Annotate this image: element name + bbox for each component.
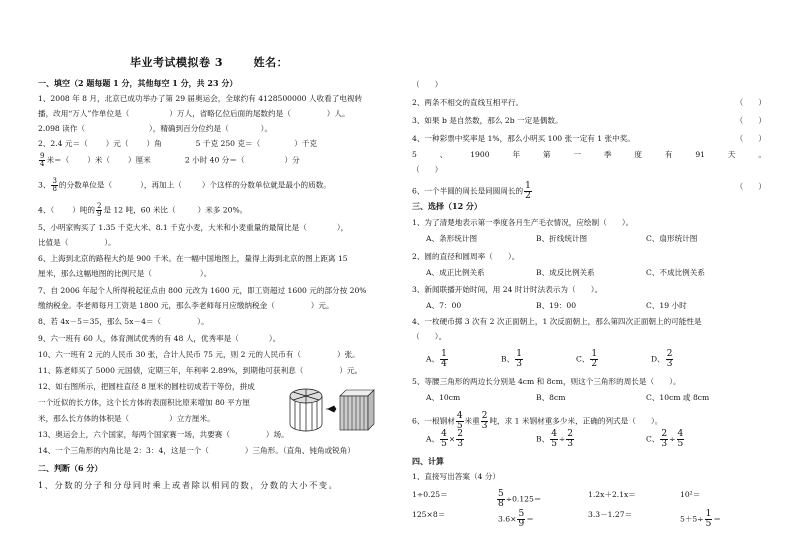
page-title bbox=[130, 54, 288, 70]
name-label: 姓名： bbox=[253, 56, 289, 69]
c5-options: A、10cm B、8cm C、10cm 或 8cm bbox=[426, 393, 710, 402]
q12-line2: 一个近似的长方体，这个长方体的表面积比原来增加 80 平方厘 bbox=[38, 398, 250, 407]
q2-fraction: $\frac{9}{4}$ bbox=[40, 152, 45, 168]
j5-line: 5 、 1900 年 第 一 季 度 有 91 天 。 bbox=[412, 150, 766, 159]
k1-heading: 1、直接写出答案（4 分） bbox=[412, 472, 501, 481]
c6-question: 6、一根钢材 $\frac{4}{5}$ 米重 $\frac{2}{3}$ 吨，求 1 米钢材重多少米，正确的列式是（ ）。 bbox=[412, 411, 663, 431]
c1-question: 1、为了清楚地表示第一季度各月生产毛衣情况，应绘制（ ）。 bbox=[412, 218, 634, 227]
q10-line: 10、六一班有 2 元的人民币 30 张，合计人民币 75 元，则 2 元的人民币有（ ）张。 bbox=[38, 350, 360, 359]
c2-options: A、成正比例关系 B、成反比例关系 C、不成比例关系 bbox=[426, 268, 705, 277]
c4-options: A、 $\frac{1}{4}$ B、 $\frac{1}{3}$ C、 $\frac{1}{2}$ D、 $\frac{2}{3}$ bbox=[426, 349, 673, 369]
q13-line: 13、奥运会上，六个国家，每两个国家赛一场，共要赛（ ）场。 bbox=[38, 430, 289, 439]
q1-line3: 2.098 读作（ ），精确到百分位约是（ ）。 bbox=[38, 124, 273, 133]
section-choice: 三、选择（12 分） bbox=[412, 201, 482, 211]
q2-line2: $\frac{9}{4}$ 米＝（ ）米（ ）厘米 2 小时 40 分＝（ ）分 bbox=[40, 152, 300, 168]
section-calculation: 四、计算 bbox=[412, 456, 444, 466]
j4-line: 4、一种彩票中奖率是 1%，那么小明买 100 张一定有 1 张中奖。 （ ） bbox=[412, 134, 766, 143]
j2-line: 2、两条不相交的直线互相平行。 （ ） bbox=[412, 98, 766, 107]
q12-line3: 米，那么长方体的体积是（ ）立方厘米。 bbox=[38, 414, 215, 423]
exam-page: 毕业考试模拟卷 3 姓名： 一、填空（2 题每题 1 分，其他每空 1 分，共 23 分） 1、2008 年 8 月，北京已成功举办了第 29 届奥运会，全球约有 4128500000 人收看了电视转 播，改用“万人”作单位是（ ）万人，省略亿位后面的尾数约是（ ）人。 2.098 读作（ ），精确到百分位约是（ ）。 2、2.4 元＝（ ）元（ ）角 5 千克 250 克＝（ ）千克 $\frac{9}{4}$ 米＝（ ）米（ ）厘米 2 小时 40 分＝（ ）分 3、 $\frac{3}{8}$ 的分数单位是（ ），再加上（ ）个这样的分数单位就是最小的质数。 4、（ ）吨的 $\frac{2}{9}$ 是 12 吨，60 米比（ ）米多 20%。 5、小明家购买了 1.35 千克大米、8.1 千克小麦，大米和小麦重量的最简比是（ ）， 比值是（ ）。 6、上海到北京的路程大约是 900 千米。在一幅中国地图上，量得上海到北京的图上距离 15 厘米，那么这幅地图的比例尺是（ ）。 7、自 2006 年起个人所得税起征点由 800 元改为 1600 元，即工资超过 1600 元的部分按 20% 缴纳税金。李老师每月工资是 1800 元，那么李老师每月应缴纳税金（ ）元。 8、若 4x－5＝35，那么 5x－4＝（ ）。 9、六一班有 60 人，体育测试优秀的有 48 人，优秀率是（ ）。 10、六一班有 2 元的人民币 30 张，合计人民币 75 元，则 2 元的人民币有（ ）张。 11、陈老师买了 5000 元国债，定期三年，年利率 2.89%，到期他可获利息（ ）元。 12、如右图所示，把圆柱直径 8 厘米的圆柱切成若干等份，拼成 一个近似的长方体，这个长方体的表面积比原来增加 80 平方厘 米，那么长方体的体积是（ ）立方厘米。 13、奥运会上，六个国家，每两个国家赛一场，共要赛（ ）场。 14、一个三角形的内角比是 2：3：4，这是一个（ ）三角形。（直角、钝角或锐角） 二、判断（6 分） 1、分数的分子和分母同时乘上或者除以相同的数，分数的大小不变。 （ ） 2、两条不相交的直线互相平行。 （ ） 3、如果 b 是自然数，那么 2b 一定是偶数。 （ ） 4、一种彩票中奖率是 1%，那么小明买 100 张一定有 1 张中奖。 （ ） 5 、 1900 年 第 一 季 度 有 91 天 。 （ ） 6、一个半圆的周长是同圆周长的 $\frac{1}{2}$ （ ） 三、选择（12 分） 1、为了清楚地表示第一季度各月生产毛衣情况，应绘制（ ）。 A、条形统计图 B、折线统计图 C、扇形统计图 2、圆的直径和圆周率（ ）。 A、成正比例关系 B、成反比例关系 C、不成比例关系 3、新闻联播开始时间，用 24 时计时法表示为（ ）。 A、7：00 B、19：00 C、19 小时 4、一枚硬币掷 3 次有 2 次正面朝上，1 次反面朝上，那么第四次正面朝上的可能性是 （ ）。 A、 $\frac{1}{4}$ B、 $\frac{1}{3}$ C、 $\frac{1}{2}$ D、 $\frac{2}{3}$ 5、等腰三角形的两边长分别是 4cm 和 8cm，则这个三角形的周长是（ ）。 A、10cm B、8cm C、10cm 或 8cm 6、一根钢材 $\frac{4}{5}$ 米重 $\frac{2}{3}$ 吨，求 1 米钢材重多少米，正确的列式是（ ）。 A、 $\frac{4}{5}$ × $\frac{2}{3}$ B、 $\frac{4}{5}$ ÷ $\frac{2}{3}$ C、 $\frac{2}{3}$ ÷ $\frac{4}{5}$ 四、计算 1、直接写出答案（4 分） 1÷0.25＝ $\frac{5}{8}$ ÷0.125＝ 1.2x＋2.1x＝ 10²＝ 125×8＝ 3.6× $\frac{5}{9}$ ＝ 3.3－1.27＝ 5＋5÷ $\frac{1}{5}$ ＝ bbox=[38, 56, 766, 529]
q9-line: 9、六一班有 60 人，体育测试优秀的有 48 人，优秀率是（ ）。 bbox=[38, 334, 281, 343]
c4-question-line2: （ ）。 bbox=[412, 332, 447, 341]
q6-line2: 厘米，那么这幅地图的比例尺是（ ）。 bbox=[38, 269, 212, 278]
q5-line1: 5、小明家购买了 1.35 千克大米、8.1 千克小麦，大米和小麦重量的最简比是（ ）， bbox=[38, 223, 349, 232]
q2-line1: 2、2.4 元＝（ ）元（ ）角 5 千克 250 克＝（ ）千克 bbox=[38, 139, 317, 148]
q4-line: 4、（ ）吨的 $\frac{2}{9}$ 是 12 吨，60 米比（ ）米多 20%。 bbox=[38, 202, 248, 218]
exam-title: 毕业考试模拟卷 3 bbox=[130, 56, 223, 69]
j3-line: 3、如果 b 是自然数，那么 2b 一定是偶数。 （ ） bbox=[412, 116, 766, 125]
q11-line: 11、陈老师买了 5000 元国债，定期三年，年利率 2.89%，到期他可获利息（ ）元。 bbox=[38, 366, 363, 375]
cylinder-to-cuboid-figure bbox=[288, 384, 376, 434]
q7-line1: 7、自 2006 年起个人所得税起征点由 800 元改为 1600 元，即工资超过 1600 元的部分按 20% bbox=[38, 286, 367, 295]
c6-options: A、 $\frac{4}{5}$ × $\frac{2}{3}$ B、 $\frac{4}{5}$ ÷ $\frac{2}{3}$ C、 $\frac{2}{3}$ ÷ $\frac{4}{5}$ bbox=[426, 429, 684, 449]
c3-question: 3、新闻联播开始时间，用 24 时计时法表示为（ ）。 bbox=[412, 285, 603, 294]
section-judgement: 二、判断（6 分） bbox=[38, 463, 103, 473]
q1-line2: 播，改用“万人”作单位是（ ）万人，省略亿位后面的尾数约是（ ）人。 bbox=[38, 109, 350, 118]
q7-line2: 缴纳税金。李老师每月工资是 1800 元，那么李老师每月应缴纳税金（ ）元。 bbox=[38, 301, 334, 310]
c1-options: A、条形统计图 B、折线统计图 C、扇形统计图 bbox=[426, 234, 698, 243]
j5-answer: （ ） bbox=[412, 165, 443, 174]
q12-line1: 12、如右图所示，把圆柱直径 8 厘米的圆柱切成若干等份，拼成 bbox=[38, 382, 255, 391]
j1-line: 1、分数的分子和分母同时乘上或者除以相同的数，分数的大小不变。 bbox=[38, 480, 339, 490]
j1-answer: （ ） bbox=[412, 80, 443, 89]
c3-options: A、7：00 B、19：00 C、19 小时 bbox=[426, 301, 687, 310]
q1-line1: 1、2008 年 8 月，北京已成功举办了第 29 届奥运会，全球约有 4128500000 人收看了电视转 bbox=[38, 94, 363, 103]
q5-line2: 比值是（ ）。 bbox=[38, 238, 116, 247]
c5-question: 5、等腰三角形的两边长分别是 4cm 和 8cm，则这个三角形的周长是（ ）。 bbox=[412, 377, 681, 386]
c4-question-line1: 4、一枚硬币掷 3 次有 2 次正面朝上，1 次反面朝上，那么第四次正面朝上的可能性是 bbox=[412, 317, 702, 326]
q3-line: 3、 $\frac{3}{8}$ 的分数单位是（ ），再加上（ ）个这样的分数单位就是最小的质数。 bbox=[38, 177, 331, 193]
j6-line: 6、一个半圆的周长是同圆周长的 $\frac{1}{2}$ （ ） bbox=[412, 181, 766, 201]
q14-line: 14、一个三角形的内角比是 2：3：4，这是一个（ ）三角形。（直角、钝角或锐角） bbox=[38, 446, 355, 455]
q6-line1: 6、上海到北京的路程大约是 900 千米。在一幅中国地图上，量得上海到北京的图上距离 15 bbox=[38, 254, 348, 263]
section-fill-blank: 一、填空（2 题每题 1 分，其他每空 1 分，共 23 分） bbox=[38, 78, 238, 88]
c2-question: 2、圆的直径和圆周率（ ）。 bbox=[412, 252, 520, 261]
q8-line: 8、若 4x－5＝35，那么 5x－4＝（ ）。 bbox=[38, 317, 209, 326]
